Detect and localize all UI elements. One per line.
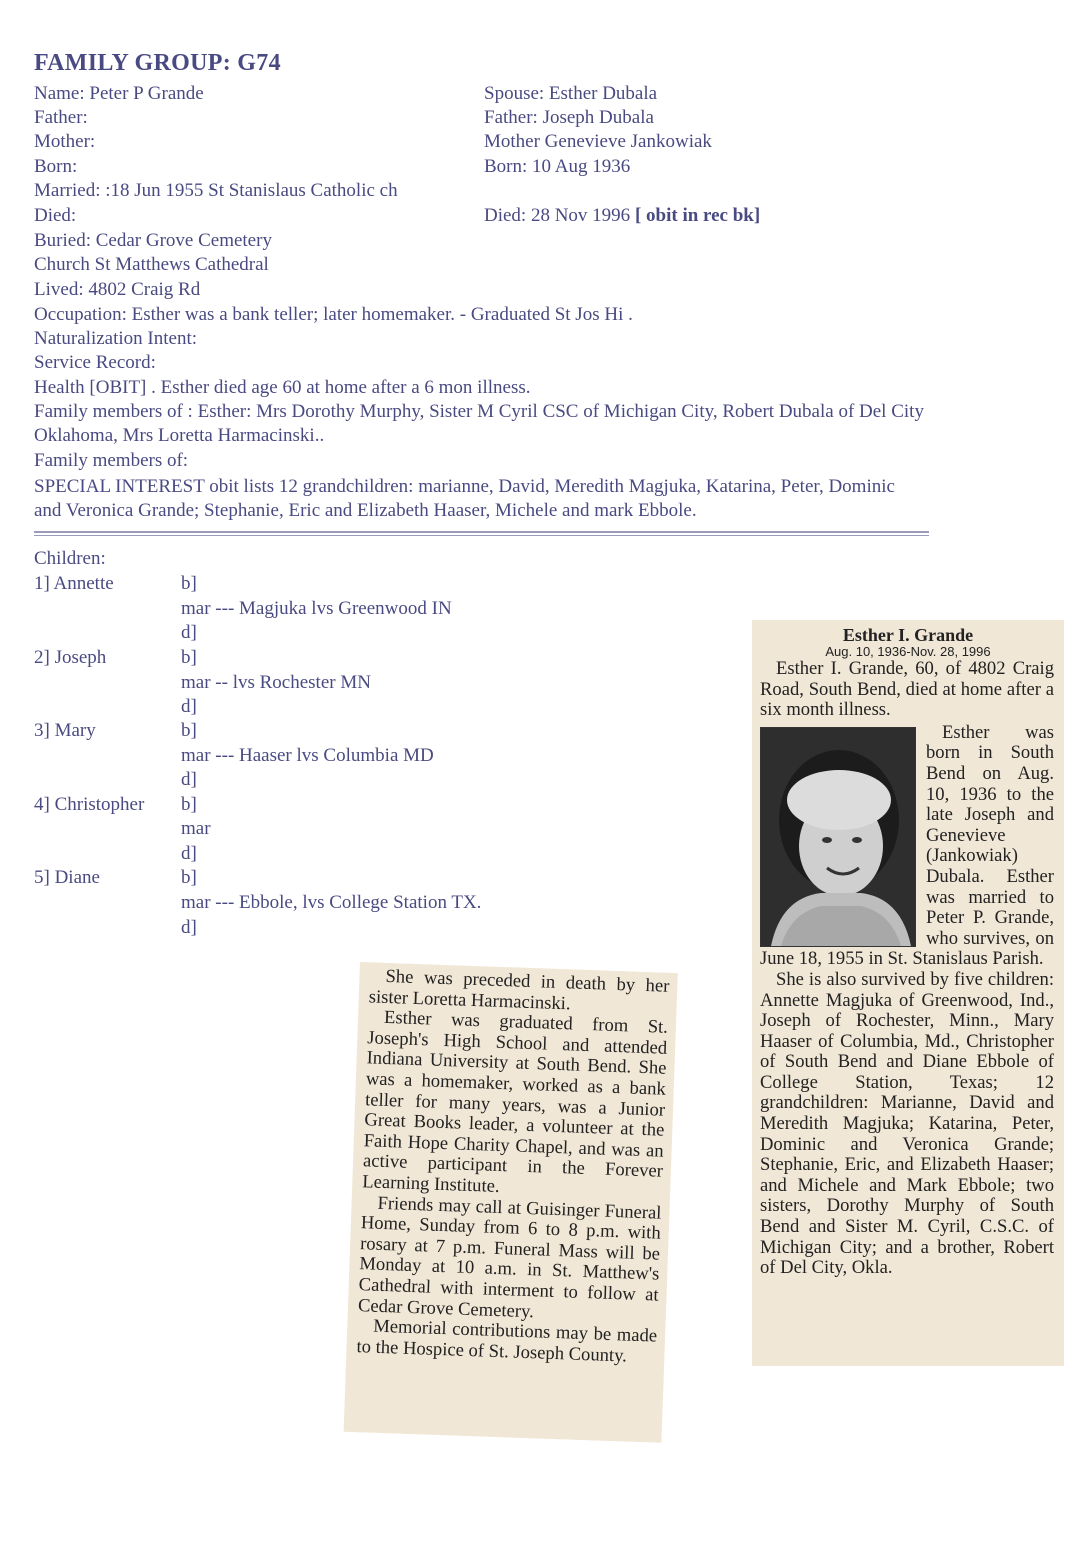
field-service-record: Service Record:: [34, 352, 156, 373]
child-name: 3] Mary: [34, 720, 96, 741]
child-married: mar --- Ebbole, lvs College Station TX.: [181, 892, 482, 913]
field-lived: Lived: 4802 Craig Rd: [34, 279, 201, 300]
page-title: FAMILY GROUP: G74: [34, 50, 281, 76]
family-members-esther: Family members of : Esther: Mrs Dorothy Murphy, Sister M Cyril CSC of Michigan City, Robert Dubala of Del City Oklahoma, Mrs Loretta Harmacinski..: [34, 401, 924, 446]
obituary-continuation-paragraph-2: Esther was graduated from St. Joseph's High School and attended Indiana University at South Bend. She was a homemaker, worked as a bank teller for many years, was a Junior Great Books leader, a volunteer at the Faith Hope Charity Chapel, and was an active participant in the Forever Learning Institute.: [361, 1007, 669, 1197]
child-name: 4] Christopher: [34, 794, 145, 815]
child-born: b]: [181, 720, 197, 741]
obituary-paragraph-2: She is also survived by five children: Annette Magjuka of Greenwood, Ind., Joseph of Rochester, Minn., Mary Haaser of Columbia, Md., Christopher of South Bend and Diane Ebbole of College Station, Texas; 12 grandchildren: Marianne, David and Meredith Magjuka; Katarina, Peter, Dominic and Veronica Grande; Stephanie, Eric, and Elizabeth Haaser; and Michele and Mark Ebbole; two sisters, Dorothy Murphy of South Bend and Sister M. Cyril, C.S.C. of Michigan City; and a brother, Robert of Del City, Okla.: [760, 968, 1054, 1279]
obituary-paragraph-1: Esther was born in South Bend on Aug. 10, 1936 to the late Joseph and Genevieve (Jankowiak) Dubala. Esther was married to Peter P. Grande, who survives, on June 18, 1955 in St. Stanislaus Parish.: [760, 721, 1054, 970]
child-married: mar -- lvs Rochester MN: [181, 672, 371, 693]
field-married: Married: :18 Jun 1955 St Stanislaus Catholic ch: [34, 180, 398, 201]
field-buried: Buried: Cedar Grove Cemetery: [34, 230, 272, 251]
obituary-continuation-clipping: [344, 962, 678, 1443]
portrait-photo: [760, 727, 916, 947]
child-born: b]: [181, 573, 197, 594]
field-health: Health [OBIT] . Esther died age 60 at home after a 6 mon illness.: [34, 377, 531, 398]
obit-note: [ obit in rec bk]: [634, 205, 761, 226]
obituary-lead: Esther I. Grande, 60, of 4802 Craig Road, South Bend, died at home after a six month illness.: [760, 658, 1054, 721]
child-born: b]: [181, 794, 197, 815]
field-spouse-born: Born: 10 Aug 1936: [484, 156, 631, 177]
obituary-continuation-paragraph-3: Friends may call at Guisinger Funeral Home, Sunday from 6 to 8 p.m. with rosary at 7 p.m. Funeral Mass will be Monday at 10 a.m. in St. Matthew's Cathedral with interment to follow at Cedar Grove Cemetery.: [357, 1192, 662, 1322]
spouse-died-date: Died: 28 Nov 1996: [484, 205, 631, 226]
child-died: d]: [181, 622, 197, 643]
field-occupation: Occupation: Esther was a bank teller; later homemaker. - Graduated St Jos Hi .: [34, 304, 633, 325]
obituary-name: Esther I. Grande: [842, 625, 974, 645]
child-born: b]: [181, 647, 197, 668]
child-married: mar: [181, 818, 211, 839]
child-name: 5] Diane: [34, 867, 100, 888]
field-born: Born:: [34, 156, 78, 177]
divider: [34, 531, 929, 536]
field-naturalization: Naturalization Intent:: [34, 328, 198, 349]
field-name: Name: Peter P Grande: [34, 83, 204, 104]
children-label: Children:: [34, 548, 106, 569]
child-died: d]: [181, 769, 197, 790]
child-name: 1] Annette: [34, 573, 114, 594]
obituary-continuation-paragraph-1: She was preceded in death by her sister Loretta Harmacinski.: [368, 965, 670, 1014]
special-interest: SPECIAL INTEREST obit lists 12 grandchildren: marianne, David, Meredith Magjuka, Katarina, Peter, Dominic and Veronica Grande; Stephanie, Eric and Elizabeth Haaser, Michele and mark Ebbole.: [34, 476, 895, 521]
obituary-clipping: [752, 620, 1064, 1366]
child-married: mar --- Haaser lvs Columbia MD: [181, 745, 434, 766]
child-born: b]: [181, 867, 197, 888]
child-died: d]: [181, 696, 197, 717]
field-spouse-died: [484, 204, 760, 228]
field-father: Father:: [34, 107, 88, 128]
child-married: mar --- Magjuka lvs Greenwood IN: [181, 598, 452, 619]
field-spouse-father: Father: Joseph Dubala: [484, 107, 654, 128]
child-name: 2] Joseph: [34, 647, 107, 668]
field-died: Died:: [34, 205, 77, 226]
family-members-of: Family members of:: [34, 450, 189, 471]
field-church: Church St Matthews Cathedral: [34, 254, 269, 275]
field-spouse: Spouse: Esther Dubala: [484, 83, 658, 104]
field-spouse-mother: Mother Genevieve Jankowiak: [484, 131, 712, 152]
child-died: d]: [181, 843, 197, 864]
obituary-continuation-paragraph-4: Memorial contributions may be made to the Hospice of St. Joseph County.: [356, 1315, 658, 1367]
field-mother: Mother:: [34, 131, 96, 152]
child-died: d]: [181, 917, 197, 938]
obituary-dates: Aug. 10, 1936-Nov. 28, 1996: [825, 644, 991, 659]
